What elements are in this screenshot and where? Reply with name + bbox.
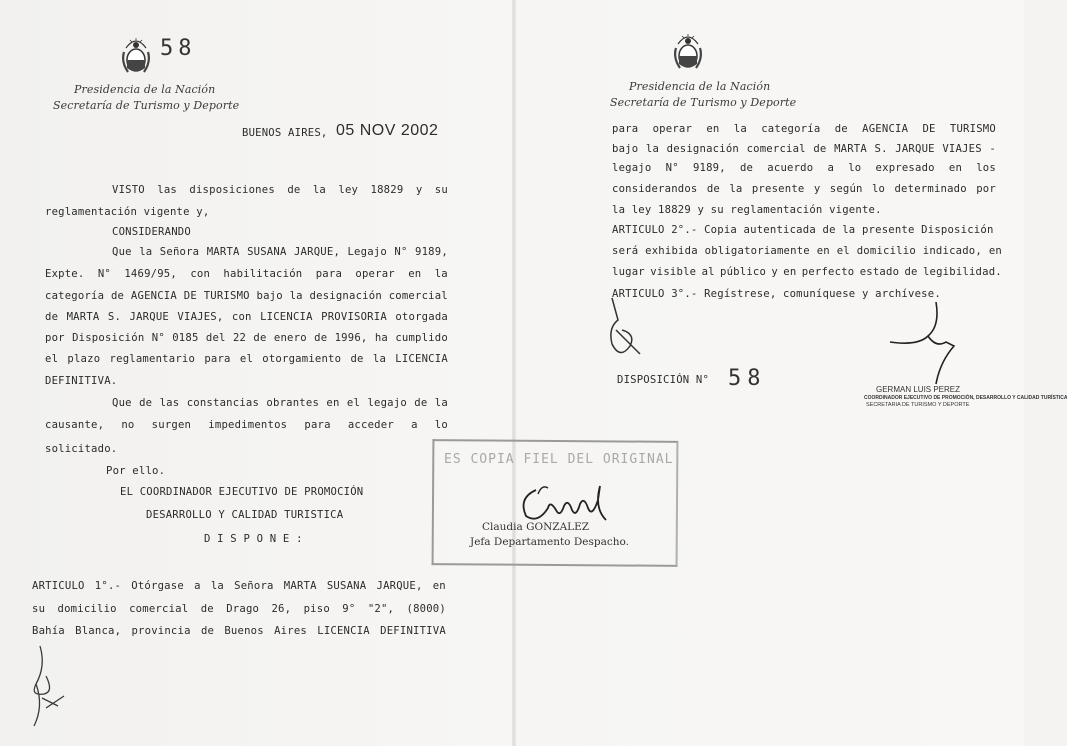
word: domicilio xyxy=(856,245,916,257)
right-line-4 xyxy=(612,183,996,195)
word: para xyxy=(304,419,331,431)
word: LICENCIA xyxy=(317,625,370,637)
word: JARQUE, xyxy=(293,246,341,258)
word: - xyxy=(989,143,996,155)
word: determinado xyxy=(894,183,967,195)
stamp-signer-name: Claudia GONZALEZ xyxy=(482,521,590,533)
articulo-2-line-3 xyxy=(612,266,1002,278)
word: TURISMO xyxy=(203,290,250,302)
word: 22 xyxy=(232,332,247,344)
word: provincia xyxy=(131,625,191,637)
signer-role-1: COORDINADOR EJECUTIVO DE PROMOCIÓN, DESARROLLO Y CALIDAD TURÍSTICA xyxy=(864,395,1067,401)
word: N° xyxy=(97,268,111,280)
word: legajo xyxy=(612,162,652,174)
disposicion-number: 58 xyxy=(728,366,767,391)
word: en xyxy=(816,245,830,257)
word: estado xyxy=(859,266,900,278)
word: S. xyxy=(874,143,888,155)
word: Drago xyxy=(226,603,260,615)
word: de xyxy=(834,123,848,135)
word: PROVISORIA xyxy=(321,311,387,323)
word: perfecto xyxy=(801,266,855,278)
considerando-p1-line-2 xyxy=(45,268,448,280)
word: Que xyxy=(112,397,132,409)
word: bajo xyxy=(256,290,283,302)
word: la xyxy=(729,183,743,195)
word: operar xyxy=(355,268,395,280)
right-line-3 xyxy=(612,162,996,174)
word: será xyxy=(612,245,639,257)
word: la xyxy=(312,184,327,196)
dispone-heading: D I S P O N E : xyxy=(204,533,303,545)
word: para xyxy=(612,123,639,135)
word: a xyxy=(827,162,835,174)
word: operar xyxy=(652,123,693,135)
right-margin-initials xyxy=(596,294,656,366)
considerando-p2-line-3: solicitado. xyxy=(45,443,118,455)
word: de xyxy=(314,332,328,344)
word: Buenos xyxy=(224,625,264,637)
word: Señora xyxy=(159,246,200,258)
word: MARTA xyxy=(283,580,317,592)
articulo-1-line-3 xyxy=(32,625,446,637)
word: de xyxy=(200,625,215,637)
word: por xyxy=(45,332,65,344)
word: el xyxy=(836,245,850,257)
word: la xyxy=(289,290,303,302)
word: MARTA xyxy=(834,143,867,155)
word: MARTA xyxy=(206,246,240,258)
word: en xyxy=(783,266,797,278)
word: designación xyxy=(309,290,382,302)
stamp-text: ES COPIA FIEL DEL ORIGINAL xyxy=(444,452,674,467)
word: considerandos xyxy=(612,183,698,195)
word: expresado xyxy=(875,162,935,174)
word: VIAJES xyxy=(942,143,982,155)
header-secretaria-right: Secretaría de Turismo y Deporte xyxy=(610,96,797,109)
word: en xyxy=(326,397,340,409)
word: y xyxy=(813,183,821,195)
word: VISTO xyxy=(112,184,145,196)
word: los xyxy=(976,162,996,174)
word: JARQUE xyxy=(129,311,169,323)
word: SUSANA xyxy=(247,246,287,258)
word: y xyxy=(771,266,778,278)
word: lo xyxy=(848,162,862,174)
word: JARQUE xyxy=(895,143,935,155)
word: por xyxy=(976,183,996,195)
coordinator-signature xyxy=(870,296,970,388)
word: impedimentos xyxy=(208,419,288,431)
visto-line-2: reglamentación vigente y, xyxy=(45,206,210,218)
word: la xyxy=(434,268,448,280)
word: ha xyxy=(374,332,388,344)
word: lo xyxy=(871,183,886,195)
word: DEFINITIVA xyxy=(380,625,446,637)
word: presente xyxy=(751,183,805,195)
word: SUSANA xyxy=(326,580,367,592)
word: piso xyxy=(303,603,330,615)
word: de xyxy=(706,183,721,195)
word: exhibida xyxy=(645,245,698,257)
word: Aires xyxy=(274,625,307,637)
word: la xyxy=(210,580,224,592)
word: ley xyxy=(338,184,359,196)
word: enero xyxy=(273,332,307,344)
word: en xyxy=(706,123,720,135)
place-label: BUENOS AIRES, xyxy=(242,127,328,139)
word: TURISMO xyxy=(949,123,996,135)
word: Expte. xyxy=(45,268,85,280)
coordinator-title-2: DESARROLLO Y CALIDAD TURISTICA xyxy=(146,509,344,521)
word: en xyxy=(988,245,1002,257)
signer-role-2: SECRETARIA DE TURISMO Y DEPORTE xyxy=(866,402,970,408)
word: 1°.- xyxy=(94,580,122,592)
word: en xyxy=(432,580,446,592)
visto-line-1 xyxy=(112,184,448,196)
word: lo xyxy=(434,419,448,431)
word: 9189, xyxy=(692,162,726,174)
word: de xyxy=(350,353,364,365)
word: para xyxy=(204,353,231,365)
header-secretaria: Secretaría de Turismo y Deporte xyxy=(53,99,240,112)
word: VIAJES, xyxy=(177,311,224,323)
word: su xyxy=(32,603,46,615)
considerando-p1-line-6 xyxy=(45,353,448,365)
articulo-1-line-1 xyxy=(32,580,446,592)
page-number: 58 xyxy=(160,36,197,61)
word: domicilio xyxy=(57,603,117,615)
word: 9° xyxy=(342,603,356,615)
national-crest-icon xyxy=(672,34,704,72)
word: el xyxy=(45,353,59,365)
word: disposiciones xyxy=(189,184,275,196)
word: acuerdo xyxy=(767,162,814,174)
word: para xyxy=(315,268,343,280)
word: N° xyxy=(151,332,165,344)
right-line-5: la ley 18829 y su reglamentación vigente. xyxy=(612,204,882,216)
word: no xyxy=(121,419,135,431)
word: las xyxy=(157,184,178,196)
word: S. xyxy=(107,311,122,323)
word: Disposición xyxy=(72,332,145,344)
word: de xyxy=(813,143,827,155)
word: las xyxy=(159,397,180,409)
word: DE xyxy=(922,123,936,135)
header-presidencia-right: Presidencia de la Nación xyxy=(629,80,771,93)
word: Blanca, xyxy=(75,625,122,637)
word: de xyxy=(287,184,301,196)
considerando-p2-line-2 xyxy=(45,419,448,431)
por-ello: Por ello. xyxy=(106,465,166,477)
word: y xyxy=(415,184,423,196)
considerando-p1-line-3 xyxy=(45,290,448,302)
word: en xyxy=(408,268,422,280)
word: de xyxy=(414,397,428,409)
word: en xyxy=(948,162,963,174)
date-stamp: 05 NOV 2002 xyxy=(336,122,439,139)
word: categoría xyxy=(761,123,821,135)
word: surgen xyxy=(151,419,192,431)
word: público xyxy=(720,266,767,278)
word: con xyxy=(231,311,252,323)
word: a xyxy=(194,580,201,592)
word: lugar xyxy=(612,266,645,278)
national-crest-icon xyxy=(120,38,152,76)
word: de xyxy=(45,311,59,323)
word: la xyxy=(139,246,153,258)
word: legajo xyxy=(367,397,407,409)
word: ARTICULO xyxy=(32,580,85,592)
word: del xyxy=(205,332,226,344)
word: 1996, xyxy=(334,332,368,344)
word: acceder xyxy=(347,419,394,431)
considerando-p1-line-1 xyxy=(112,246,448,258)
word: reglamentario xyxy=(109,353,196,365)
word: la xyxy=(434,397,448,409)
header-presidencia: Presidencia de la Nación xyxy=(74,83,216,96)
word: comercial xyxy=(388,290,448,302)
word: bajo xyxy=(612,143,639,155)
page-fold xyxy=(512,0,516,746)
articulo-1-line-2 xyxy=(32,603,446,615)
word: N° xyxy=(665,162,679,174)
word: 26, xyxy=(271,603,292,615)
word: de xyxy=(200,603,214,615)
word: según xyxy=(829,183,863,195)
word: otorgamiento xyxy=(262,353,342,365)
word: legibilidad. xyxy=(922,266,1002,278)
considerando-p2-line-1 xyxy=(112,397,448,409)
word: N° xyxy=(394,246,408,258)
disposicion-label: DISPOSICIÓN N° xyxy=(617,374,710,386)
word: "2", xyxy=(367,603,395,615)
word: otorgada xyxy=(395,311,448,323)
word: de xyxy=(739,162,754,174)
articulo-2-line-1: ARTICULO 2°.- Copia autenticada de la presente Disposición xyxy=(612,224,994,236)
right-line-2 xyxy=(612,143,996,155)
coordinator-title-1: EL COORDINADOR EJECUTIVO DE PROMOCIÓN xyxy=(120,486,364,498)
word: JARQUE, xyxy=(376,580,423,592)
word: comercial xyxy=(746,143,806,155)
word: causante, xyxy=(45,419,105,431)
word: categoría xyxy=(45,290,105,302)
word: el xyxy=(346,397,361,409)
word: de xyxy=(904,266,918,278)
considerando-p1-line-4 xyxy=(45,311,448,323)
word: al xyxy=(701,266,715,278)
word: constancias xyxy=(186,397,260,409)
left-margin-initials xyxy=(24,636,74,736)
word: la xyxy=(645,143,660,155)
word: 9189, xyxy=(415,246,448,258)
word: 1469/95, xyxy=(124,268,177,280)
word: visible xyxy=(650,266,697,278)
word: la xyxy=(733,123,747,135)
word: habilitación xyxy=(223,268,303,280)
word: a xyxy=(411,419,418,431)
word: de xyxy=(139,397,153,409)
word: 18829 xyxy=(370,184,404,196)
word: 0185 xyxy=(172,332,199,344)
word: comercial xyxy=(129,603,189,615)
word: obrantes xyxy=(266,397,320,409)
word: con xyxy=(190,268,211,280)
considerando-heading: CONSIDERANDO xyxy=(112,226,191,238)
word: plazo xyxy=(67,353,101,365)
word: (8000) xyxy=(406,603,446,615)
word: Señora xyxy=(234,580,274,592)
articulo-3: ARTICULO 3°.- Regístrese, comuníquese y archívese. xyxy=(612,288,941,300)
word: de xyxy=(110,290,125,302)
word: AGENCIA xyxy=(130,290,177,302)
word: indicado, xyxy=(922,245,982,257)
word: Otórgase xyxy=(131,580,184,592)
word: la xyxy=(372,353,387,365)
considerando-p1-line-7: DEFINITIVA. xyxy=(45,375,118,387)
word: LICENCIA xyxy=(395,353,448,365)
stamp-signer-role: Jefa Departamento Despacho. xyxy=(470,536,629,548)
word: DE xyxy=(183,290,197,302)
word: designación xyxy=(666,143,739,155)
word: de xyxy=(253,332,267,344)
word: Que xyxy=(112,246,132,258)
word: cumplido xyxy=(395,332,448,344)
word: MARTA xyxy=(66,311,100,323)
word: Legajo xyxy=(347,246,387,258)
articulo-2-line-2 xyxy=(612,245,1002,257)
right-line-1 xyxy=(612,123,996,135)
word: Bahía xyxy=(32,625,65,637)
considerando-p1-line-5 xyxy=(45,332,448,344)
word: LICENCIA xyxy=(260,311,313,323)
signer-name: GERMAN LUIS PEREZ xyxy=(876,385,961,394)
word: el xyxy=(239,353,254,365)
word: obligatoriamente xyxy=(704,245,810,257)
word: AGENCIA xyxy=(862,123,909,135)
word: su xyxy=(434,184,448,196)
